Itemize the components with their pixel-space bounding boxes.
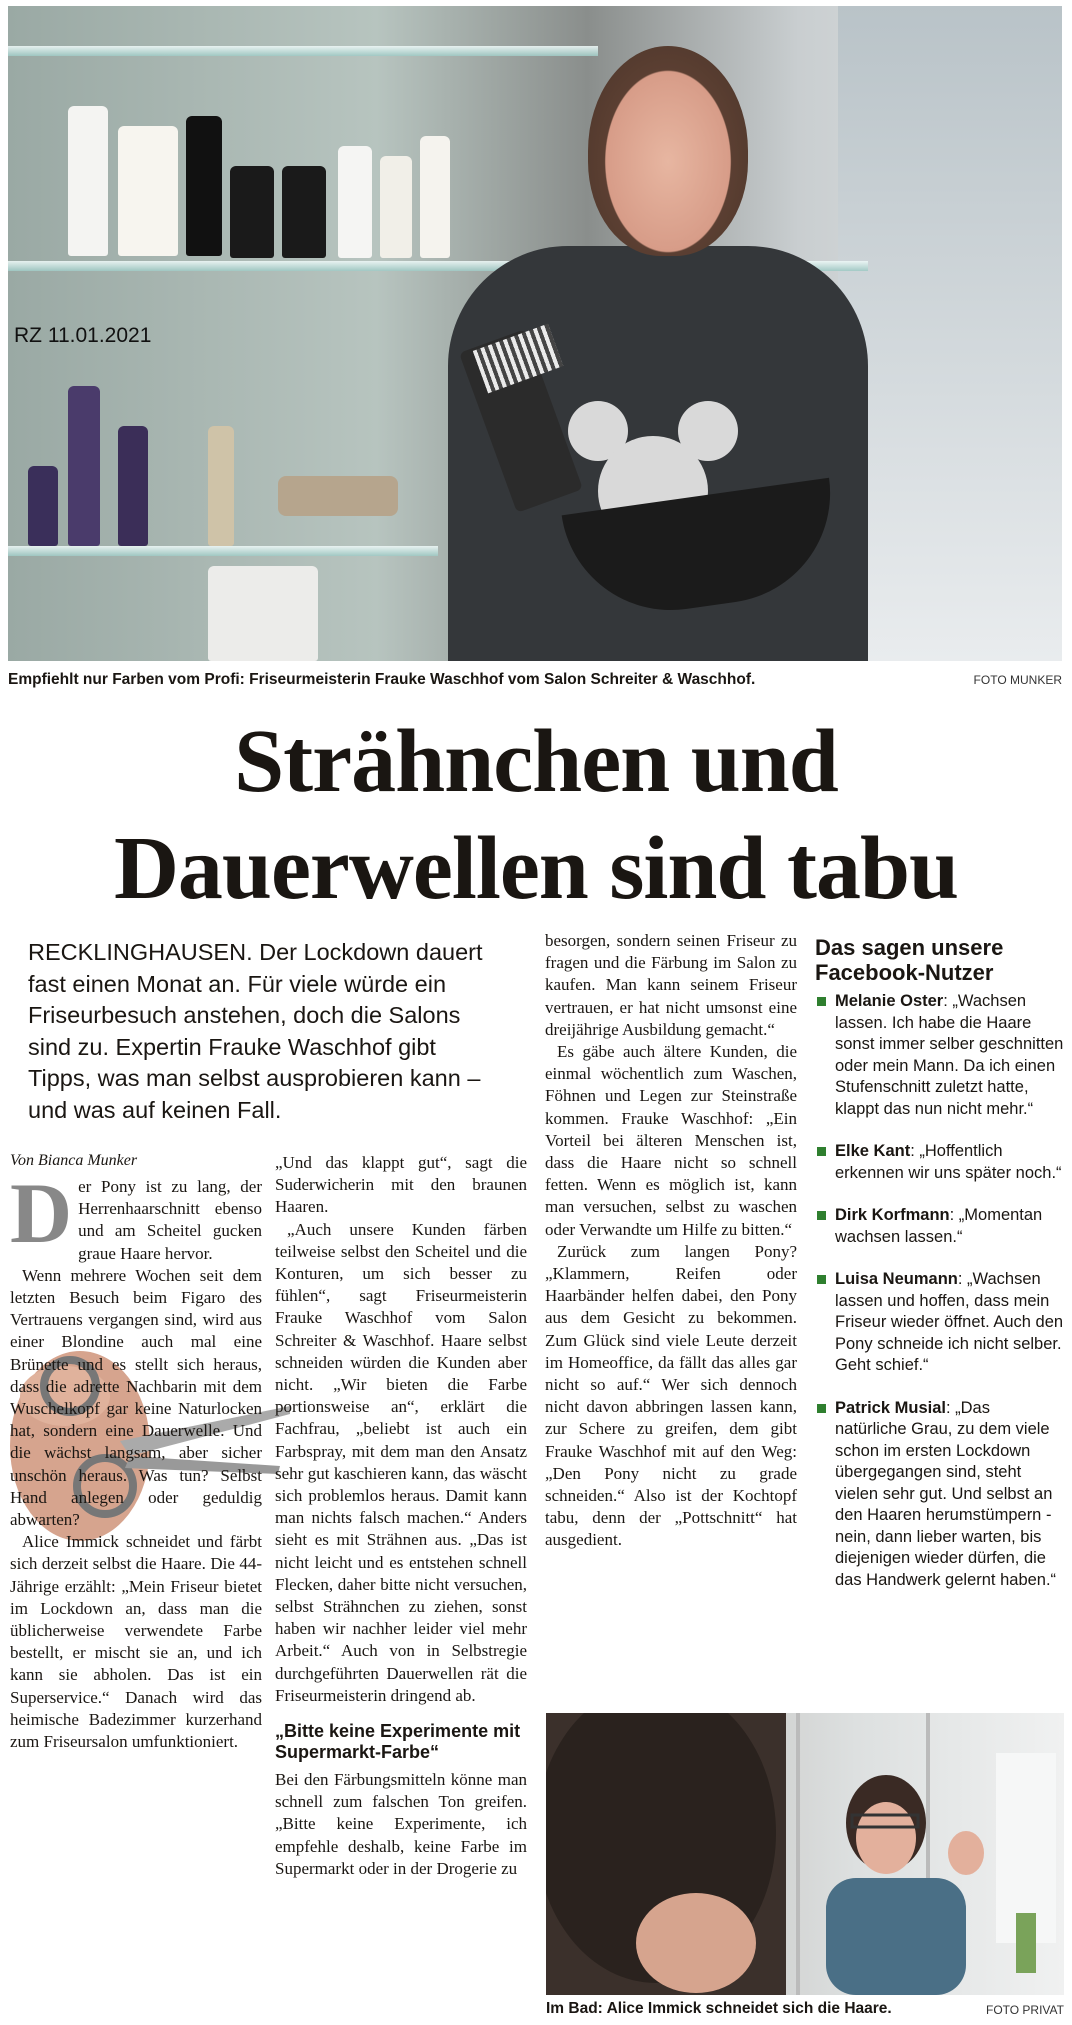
quote-author: Luisa Neumann [835, 1270, 958, 1288]
top-photo-credit: FOTO MUNKER [973, 673, 1062, 687]
facebook-quote [815, 1398, 1065, 1592]
quote-text: : „Wachsen lassen und hoffen, dass mein Friseur wieder öffnet. Auch den Pony schneide ich nicht selber. Geht schief.“ [835, 1270, 1064, 1374]
photo-bottle [28, 466, 58, 546]
article-paragraph: Es gäbe auch ältere Kunden, die einmal wöchentlich zum Waschen, Föhnen und Legen zur Steinstraße kommen. Frauke Waschhof: „Ein Vorteil bei älteren Menschen ist, dass die Haare nicht so schnell fetten. Wenn es möglich ist, kann man versuchen, selbst zu waschen oder Verwandte um Hilfe zu bitten.“ [545, 1042, 797, 1239]
quote-author: Elke Kant [835, 1142, 911, 1160]
photo-window [838, 6, 1062, 661]
headline [0, 708, 1072, 922]
photo-bottle [230, 166, 274, 258]
quote-text: : „Hoffentlich erkennen wir uns später noch.“ [835, 1142, 1062, 1182]
photo-bottle [420, 136, 450, 258]
paragraph-text: er Pony ist zu lang, der Herrenhaarschnitt ebenso und am Scheitel gucken graue Haare hervor. [78, 1177, 262, 1263]
bullet-square-icon [817, 1211, 826, 1220]
quote-author: Dirk Korfmann [835, 1206, 950, 1224]
photo-bottle [380, 156, 412, 258]
photo-bottle [208, 426, 234, 546]
photo-shelf [8, 546, 438, 556]
photo-bottle [118, 126, 178, 256]
article-paragraph: „Auch unsere Kunden färben teilweise selbst den Scheitel und die Konturen, um sich besser zu fühlen“, sagt Friseurmeisterin Frauke Waschhof vom Salon Schreiter & Waschhof. Haare selbst schneiden würden die Kunden aber nicht. „Wir bieten die Farbe portionsweise an“, erklärt die Fachfrau, „beliebt ist auch ein Farbspray, mit dem man den Ansatz sehr gut kaschieren kann, das wäscht sich problemlos heraus. Damit kann man nichts falsch machen.“ Anders sieht es mit Strähnen aus. „Das ist nicht leicht und es entstehen schnell Flecken, daher bitte nicht versuchen, selbst Strähnchen zu ziehen, sonst haben wir nachher leider viel mehr Arbeit.“ Auch von in Selbstregie durchgeführten Dauerwellen rät die Friseurmeisterin dringend ab. [275, 1219, 527, 1705]
bottom-photo-caption: Im Bad: Alice Immick schneidet sich die Haare. [546, 2000, 892, 2017]
sidebar-title: Das sagen unsere Facebook-Nutzer [815, 935, 1004, 985]
photo-person-head [588, 46, 748, 256]
bullet-square-icon [817, 1147, 826, 1156]
article-column-3 [545, 930, 797, 1552]
drop-cap: D [10, 1165, 73, 1261]
facebook-quote [815, 1205, 1065, 1248]
photo-bottle [68, 106, 108, 256]
article-subhead: „Bitte keine Experimente mit Supermarkt-Farbe“ [275, 1721, 521, 1763]
photo-bottle [282, 166, 326, 258]
article-paragraph: Bei den Färbungsmitteln könne man schnell zum falschen Ton greifen. „Bitte keine Experimente, ich empfehle deshalb, keine Farbe im Supermarkt oder in der Drogerie zu [275, 1770, 527, 1878]
salon-photo [8, 6, 1062, 661]
article-paragraph: besorgen, sondern seinen Friseur zu fragen und die Färbung im Salon zu kaufen. Man kann seinem Friseur vertrauen, er hat nicht umsonst eine dreijährige Ausbildung gemacht.“ [545, 931, 797, 1039]
bathroom-photo [546, 1713, 1064, 1995]
photo-bottle [68, 386, 100, 546]
bathroom-photo-art [546, 1713, 1064, 1995]
photo-box [208, 566, 318, 661]
headline-line-2: Dauerwellen sind tabu [113, 819, 959, 918]
facebook-sidebar [815, 935, 1065, 1612]
article-paragraph: „Und das klappt gut“, sagt die Suderwicherin mit den braunen Haaren. [275, 1153, 527, 1217]
top-photo-caption: Empfiehlt nur Farben vom Profi: Friseurmeisterin Frauke Waschhof vom Salon Schreiter & Waschhof. [8, 671, 756, 688]
article-column-2 [275, 1152, 527, 1880]
photo-jars [278, 476, 398, 516]
byline: Von Bianca Munker [10, 1152, 138, 1169]
facebook-quote [815, 1141, 1065, 1184]
article-paragraph [10, 1165, 262, 1265]
paragraph-text: Wenn mehrere Wochen seit dem letzten Besuch beim Figaro des Vertrauens vergangen sind, wird aus einer Blondine auch mal eine Brünette und es stellt sich heraus, dass die adrette Nachbarin mit dem Wuschelkopf gar keine Naturlocken hat, sondern eine Dauerwelle. Und die wächst langsam, aber sicher unschön heraus. Was tun? Selbst Hand anlegen oder geduldig abwarten? [10, 1265, 262, 1530]
facebook-quote [815, 991, 1065, 1120]
article-paragraph [10, 1265, 262, 1531]
quote-text: : „Momentan wachsen lassen.“ [835, 1206, 1043, 1246]
article-column-1 [10, 1165, 262, 1753]
date-stamp: RZ 11.01.2021 [14, 324, 152, 347]
quote-text: : „Wachsen lassen. Ich habe die Haare sonst immer selber geschnitten oder mein Mann. Da ich einen Stufenschnitt zuletzt hatte, klappt das nun nicht mehr.“ [835, 992, 1064, 1118]
facebook-quote [815, 1269, 1065, 1377]
bullet-square-icon [817, 997, 826, 1006]
photo-shelf [8, 46, 598, 56]
headline-line-1: Strähnchen und [234, 712, 838, 811]
article-paragraph: Alice Immick schneidet und färbt sich derzeit selbst die Haare. Die 44-Jährige erzählt: „Mein Friseur bietet im Lockdown an, dass man die üblicherweise verwendete Farbe bestellt, er mischt sie an, und ich kann sie abholen. Das ist ein Superservice.“ Danach wird das heimische Badezimmer kurzerhand zum Friseursalon umfunktioniert. [10, 1532, 262, 1752]
bullet-square-icon [817, 1275, 826, 1284]
bottom-photo-credit: FOTO PRIVAT [985, 2003, 1064, 2017]
quote-text: : „Das natürliche Grau, zu dem viele schon im ersten Lockdown übergegangen sind, steht vielen sehr gut. Und selbst an den Haaren herumstümpern - nein, dann lieber warten, bis diejenigen wieder dürfen, die das Handwerk gelernt haben.“ [835, 1398, 1057, 1589]
photo-bottle [186, 116, 222, 256]
quote-author: Patrick Musial [835, 1398, 946, 1417]
photo-bottle [118, 426, 148, 546]
article-paragraph: Zurück zum langen Pony? „Klammern, Reifen oder Haarbänder helfen dabei, den Pony aus dem Gesicht zu bekommen. Zum Glück sind viele Leute derzeit im Homeoffice, da fällt das alles gar nicht so auf.“ Wer sich dennoch nicht davon abbringen lassen kann, zur Schere zu greifen, dem gibt Frauke Waschhof mit auf den Weg: „Den Pony nicht zu grade schneiden.“ Also ist der Kochtopf tabu, denn der „Pottschnitt“ hat ausgedient. [545, 1241, 797, 1550]
lead-paragraph: RECKLINGHAUSEN. Der Lockdown dauert fast einen Monat an. Für viele würde ein Friseurbesuch anstehen, doch die Salons sind zu. Expertin Frauke Waschhof gibt Tipps, was man selbst ausprobieren kann – und was auf keinen Fall. [28, 939, 483, 1123]
quote-author: Melanie Oster [835, 992, 944, 1010]
bullet-square-icon [817, 1404, 826, 1413]
photo-bottle [338, 146, 372, 258]
